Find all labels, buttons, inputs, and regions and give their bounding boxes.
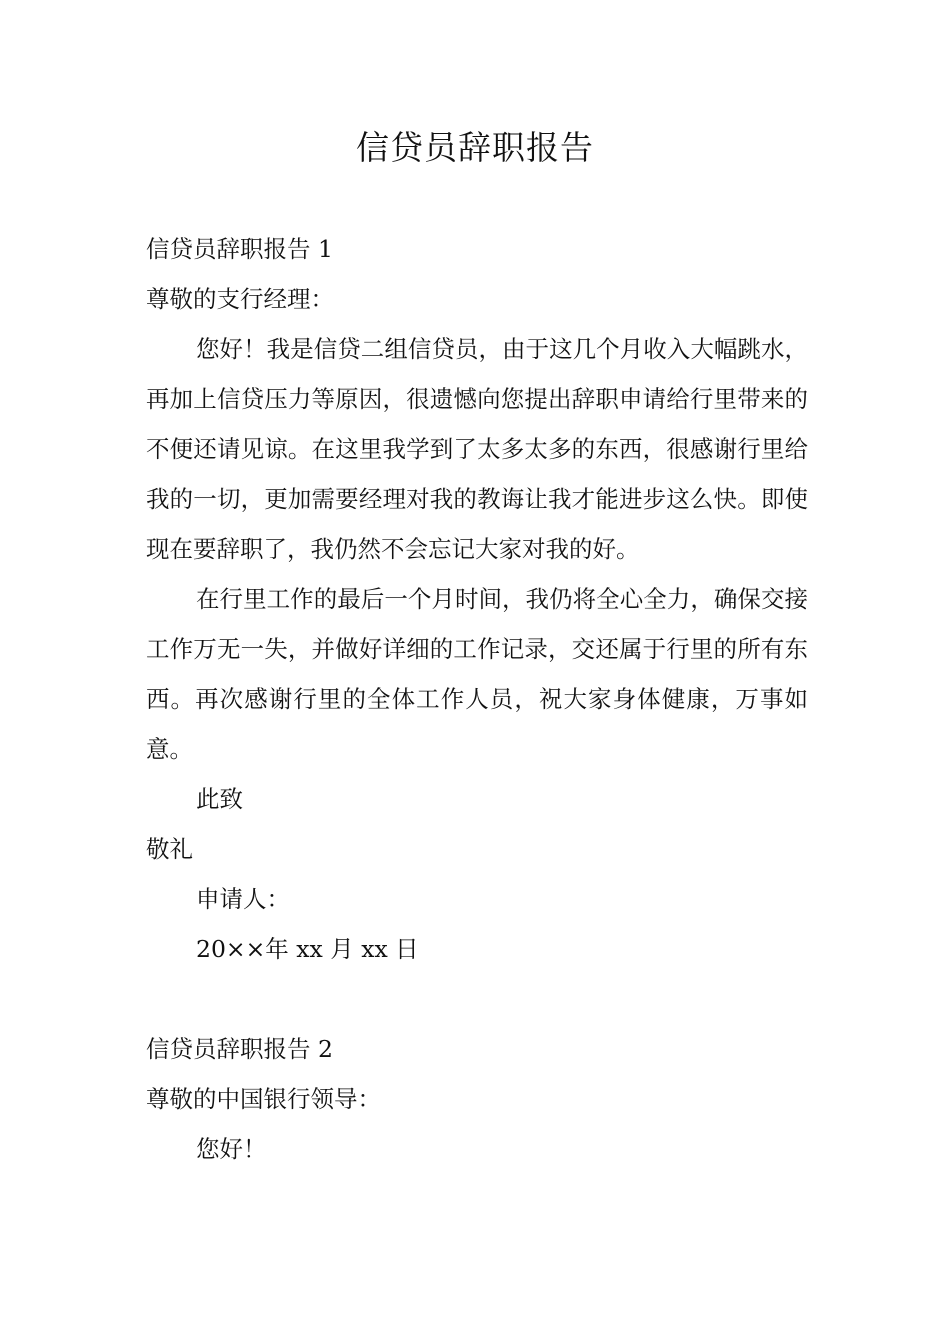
report2-greeting: 您好！ [196,1135,267,1163]
report1-closing-1: 此致 [196,785,243,813]
report1-salutation: 尊敬的支行经理： [146,285,334,313]
section-spacer [146,974,808,1024]
report1-closing-2: 敬礼 [146,835,193,863]
report2-salutation: 尊敬的中国银行领导： [146,1085,381,1113]
document-body [146,224,808,1174]
report1-paragraph-2: 在行里工作的最后一个月时间，我仍将全心全力，确保交接工作万无一失，并做好详细的工作记录，交还属于行里的所有东西。再次感谢行里的全体工作人员，祝大家身体健康，万事如意。 [146,585,808,763]
report1-applicant: 申请人： [196,885,290,913]
report1-heading: 信贷员辞职报告 1 [146,235,333,263]
report1-paragraph-1: 您好！我是信贷二组信贷员，由于这几个月收入大幅跳水，再加上信贷压力等原因，很遗憾向您提出辞职申请给行里带来的不便还请见谅。在这里我学到了太多太多的东西，很感谢行里给我的一切，更加需要经理对我的教诲让我才能进步这么快。即使现在要辞职了，我仍然不会忘记大家对我的好。 [146,335,808,563]
report2-heading: 信贷员辞职报告 2 [146,1035,333,1063]
document-title: 信贷员辞职报告 [356,128,594,167]
report1-date: 20××年 xx 月 xx 日 [196,935,419,963]
